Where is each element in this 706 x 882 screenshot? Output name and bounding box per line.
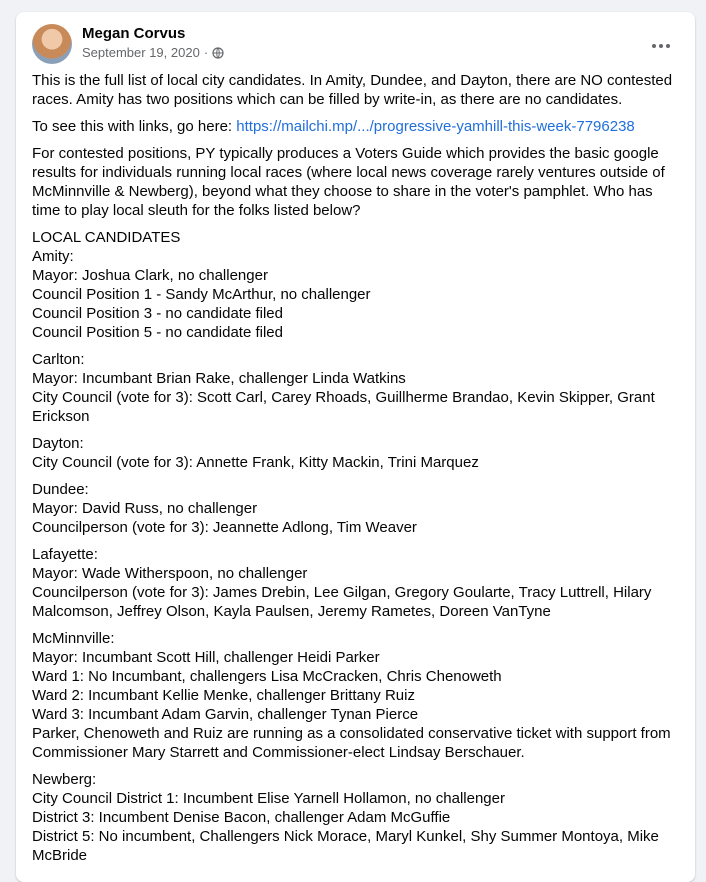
- candidate-section: [32, 545, 682, 621]
- link-prefix: To see this with links, go here:: [32, 118, 237, 135]
- city-name: Carlton:: [32, 351, 85, 368]
- candidate-section: [32, 350, 682, 426]
- candidate-line: Council Position 3 - no candidate filed: [32, 305, 283, 322]
- candidate-line: Ward 3: Incumbant Adam Garvin, challenger Tynan Pierce: [32, 706, 419, 723]
- post-meta: [82, 45, 224, 60]
- candidate-line: Councilperson (vote for 3): James Drebin, Lee Gilgan, Gregory Goularte, Tracy Luttrell, Hilary Malcomson, Jeffrey Olson, Kayla Paulsen, Jeremy Rametes, Doreen VanTyne: [32, 584, 652, 620]
- guide-paragraph: For contested positions, PY typically produces a Voters Guide which provides the basic google results for individuals running local races (where local news coverage rarely ventures outside of McMinnville & Newberg), beyond what they choose to share in the voter's pamphlet. Who has time to play local sleuth for the folks listed below?: [32, 145, 665, 219]
- candidate-line: Ward 2: Incumbant Kellie Menke, challenger Brittany Ruiz: [32, 687, 415, 704]
- candidate-line: City Council (vote for 3): Scott Carl, Carey Rhoads, Guillherme Brandao, Kevin Skipper, Grant Erickson: [32, 389, 655, 425]
- meta-separator: ·: [203, 45, 209, 60]
- candidate-section: [32, 770, 682, 865]
- avatar[interactable]: [32, 24, 72, 64]
- candidate-line: City Council (vote for 3): Annette Frank, Kitty Mackin, Trini Marquez: [32, 454, 479, 471]
- list-heading: LOCAL CANDIDATES: [32, 229, 181, 246]
- author-name[interactable]: Megan Corvus: [82, 25, 186, 42]
- city-name: McMinnville:: [32, 630, 115, 647]
- candidate-line: Council Position 1 - Sandy McArthur, no challenger: [32, 286, 371, 303]
- candidate-line: Mayor: Incumbant Brian Rake, challenger Linda Watkins: [32, 370, 406, 387]
- candidate-line: Mayor: David Russ, no challenger: [32, 500, 258, 517]
- candidate-line: Parker, Chenoweth and Ruiz are running as a consolidated conservative ticket with support from Commissioner Mary Starrett and Commissioner-elect Lindsay Berschauer.: [32, 725, 671, 761]
- city-name: Amity:: [32, 248, 74, 265]
- candidate-section: [32, 629, 682, 762]
- candidate-section: [32, 247, 682, 342]
- more-options-button[interactable]: [643, 28, 679, 64]
- city-name: Newberg:: [32, 771, 97, 788]
- candidate-line: District 3: Incumbent Denise Bacon, challenger Adam McGuffie: [32, 809, 451, 826]
- link-paragraph: [32, 117, 682, 136]
- candidate-line: District 5: No incumbent, Challengers Nick Morace, Maryl Kunkel, Shy Summer Montoya, Mike McBride: [32, 828, 659, 864]
- candidate-line: Council Position 5 - no candidate filed: [32, 324, 283, 341]
- candidate-line: Mayor: Joshua Clark, no challenger: [32, 267, 268, 284]
- globe-icon[interactable]: [212, 47, 224, 59]
- candidate-section: [32, 480, 682, 537]
- post-header: [32, 24, 679, 68]
- dot-icon: [659, 44, 663, 48]
- candidates-list: [32, 228, 682, 865]
- candidate-line: City Council District 1: Incumbent Elise Yarnell Hollamon, no challenger: [32, 790, 505, 807]
- post-card: [16, 12, 695, 882]
- post-body: [32, 71, 682, 873]
- post-date[interactable]: September 19, 2020: [82, 45, 200, 60]
- city-name: Lafayette:: [32, 546, 98, 563]
- candidate-line: Ward 1: No Incumbant, challengers Lisa McCracken, Chris Chenoweth: [32, 668, 502, 685]
- city-name: Dundee:: [32, 481, 89, 498]
- candidate-line: Mayor: Wade Witherspoon, no challenger: [32, 565, 308, 582]
- candidate-line: Councilperson (vote for 3): Jeannette Adlong, Tim Weaver: [32, 519, 417, 536]
- intro-paragraph: This is the full list of local city candidates. In Amity, Dundee, and Dayton, there are NO contested races. Amity has two positions which can be filled by write-in, as there are no candidates.: [32, 72, 673, 108]
- candidate-section: [32, 434, 682, 472]
- dot-icon: [652, 44, 656, 48]
- newsletter-link[interactable]: https://mailchi.mp/.../progressive-yamhill-this-week-7796238: [236, 118, 635, 135]
- city-name: Dayton:: [32, 435, 84, 452]
- dot-icon: [666, 44, 670, 48]
- candidate-line: Mayor: Incumbant Scott Hill, challenger Heidi Parker: [32, 649, 380, 666]
